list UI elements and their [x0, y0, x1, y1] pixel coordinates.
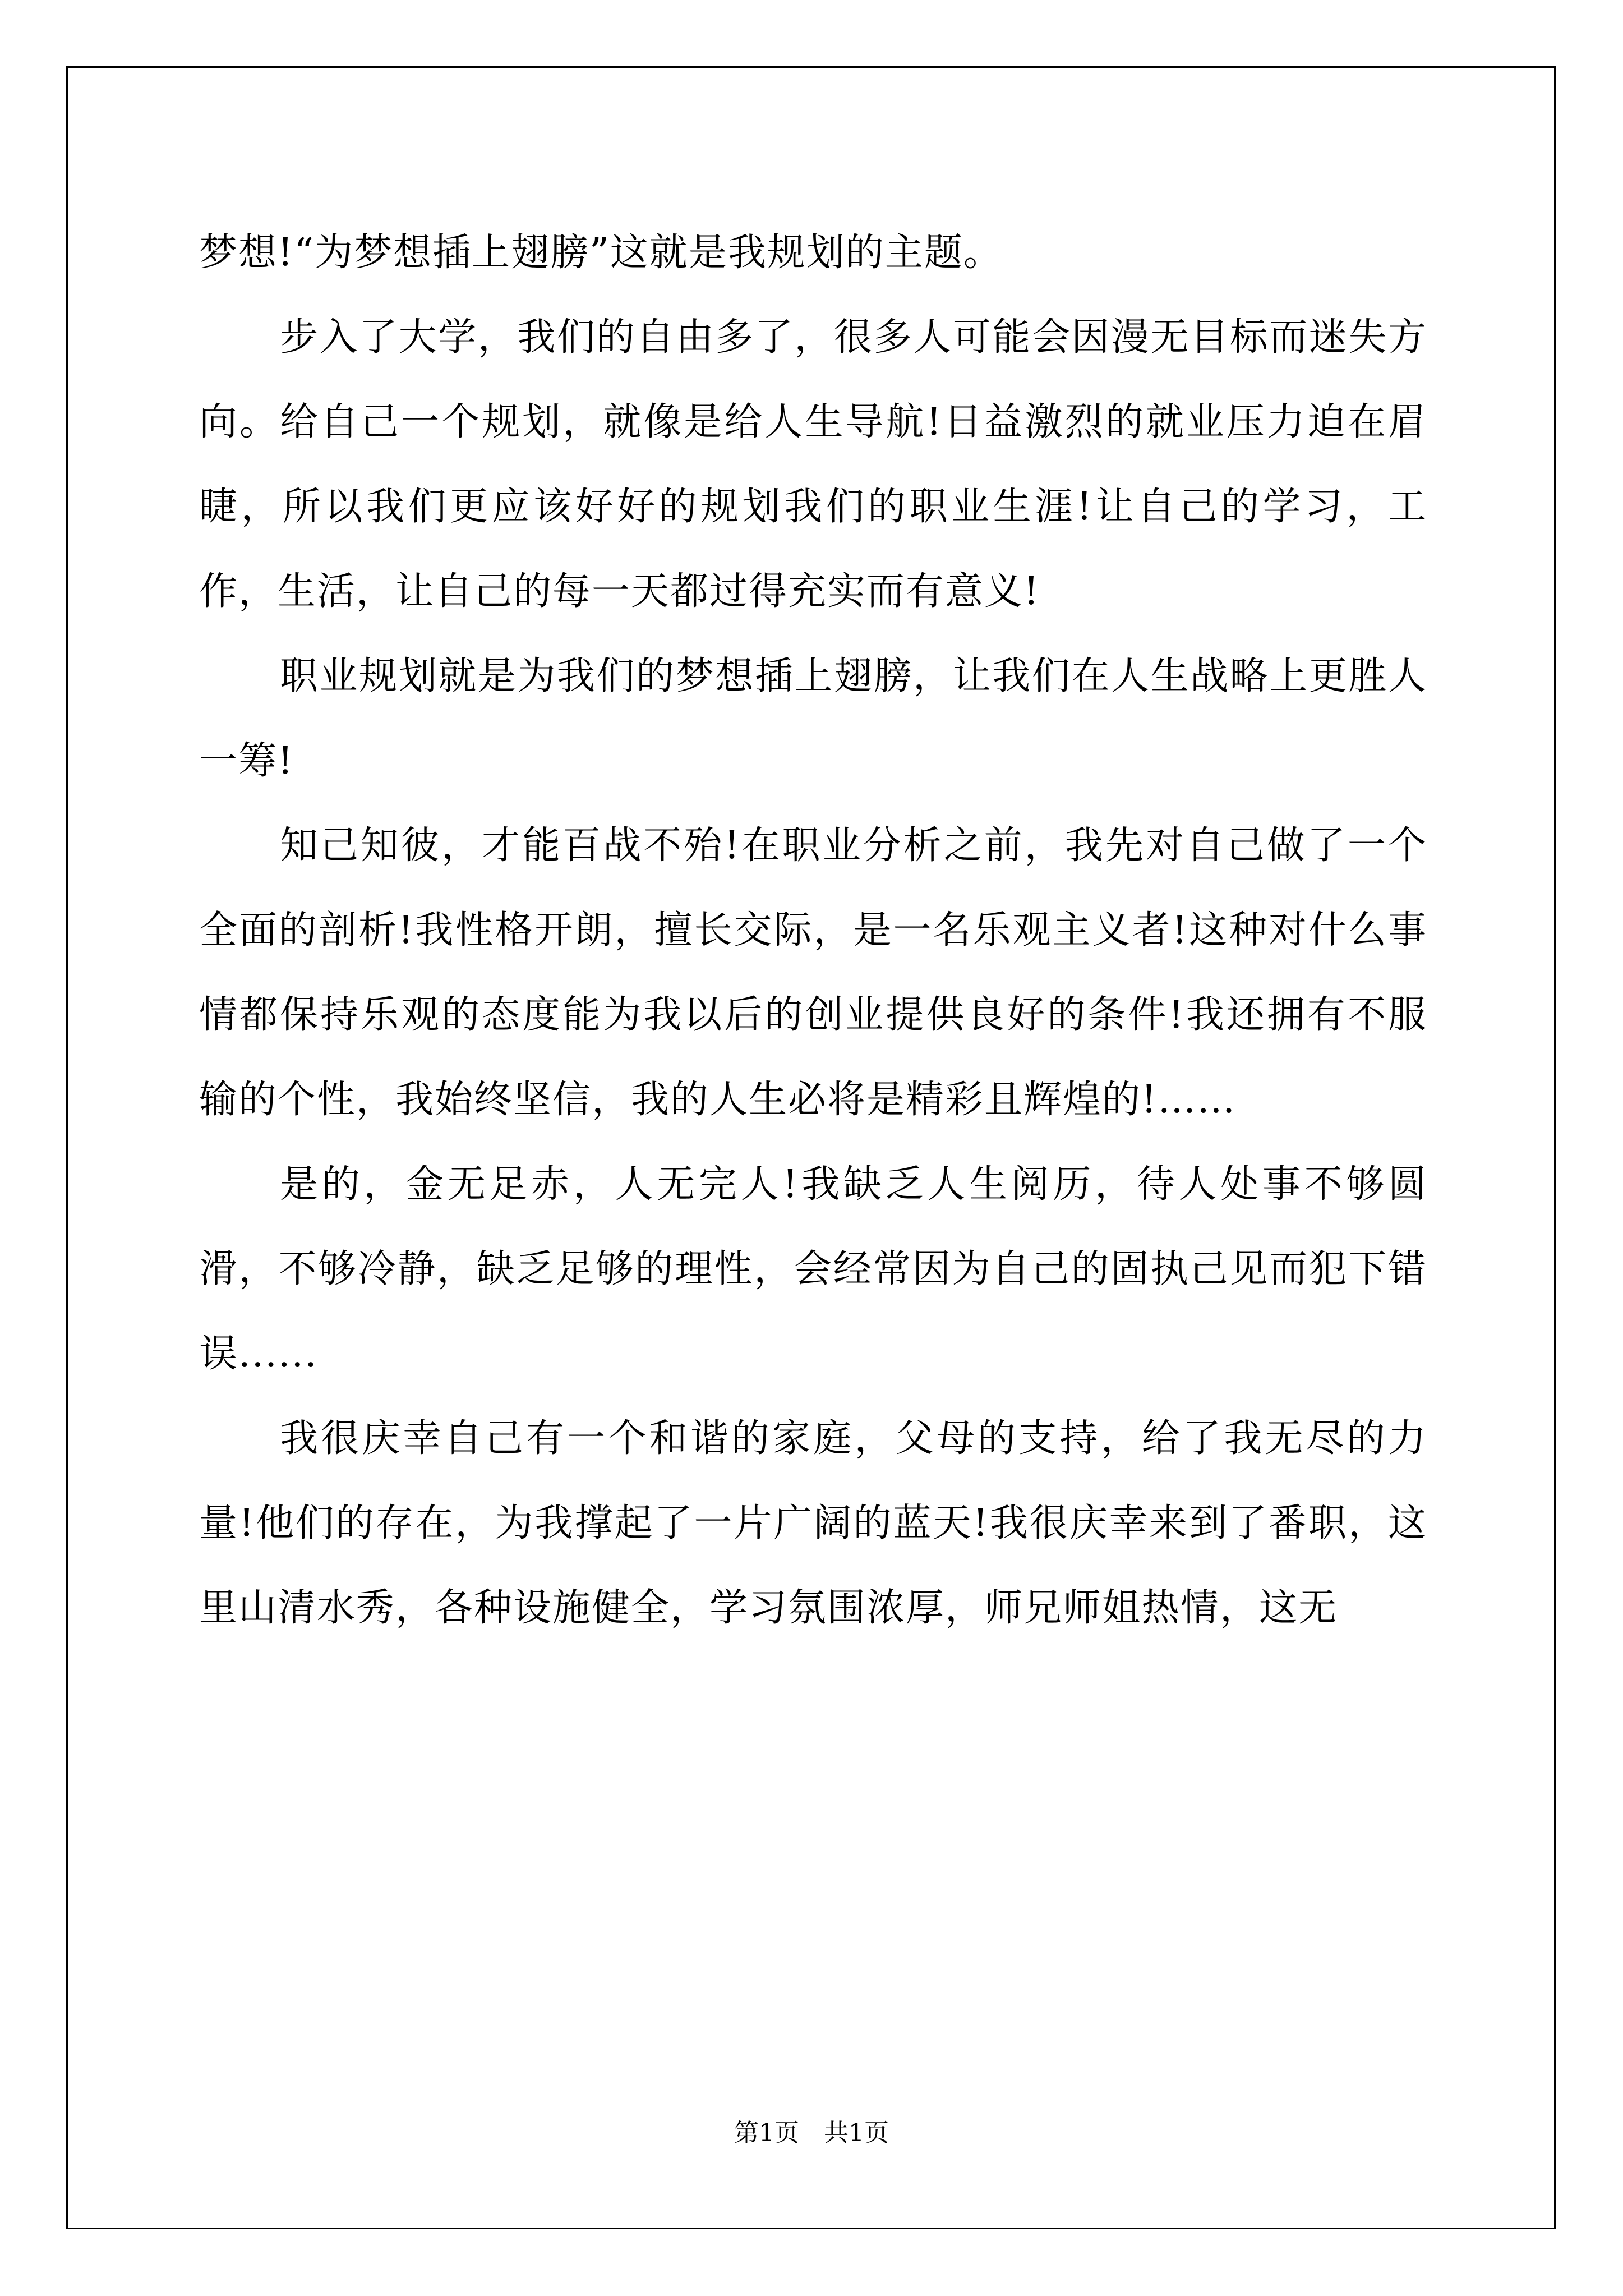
paragraph-4: 知己知彼，才能百战不殆!在职业分析之前，我先对自己做了一个全面的剖析!我性格开朗，擅长交际，是一名乐观主义者!这种对什么事情都保持乐观的态度能为我以后的创业提供良好的条件!我还拥有不服输的个性，我始终坚信，我的人生必将是精彩且辉煌的!…… — [199, 823, 1427, 1122]
paragraph-2: 步入了大学，我们的自由多了，很多人可能会因漫无目标而迷失方向。给自己一个规划，就像是给人生导航!日益激烈的就业压力迫在眉睫，所以我们更应该好好的规划我们的职业生涯!让自己的学习，工作，生活，让自己的每一天都过得充实而有意义! — [199, 315, 1427, 614]
paragraph-3: 职业规划就是为我们的梦想插上翅膀，让我们在人生战略上更胜人一筹! — [199, 654, 1427, 783]
paragraph-6: 我很庆幸自己有一个和谐的家庭，父母的支持，给了我无尽的力量!他们的存在，为我撑起了一片广阔的蓝天!我很庆幸来到了番职，这里山清水秀，各种设施健全，学习氛围浓厚，师兄师姐热情，这无 — [199, 1416, 1427, 1630]
paragraph-5: 是的，金无足赤，人无完人!我缺乏人生阅历，待人处事不够圆滑，不够冷静，缺乏足够的理性，会经常因为自己的固执己见而犯下错误...... — [199, 1162, 1428, 1376]
paragraph-1: 梦想!“为梦想插上翅膀”这就是我规划的主题。 — [199, 231, 1003, 275]
document-body — [199, 210, 1427, 1650]
page-number-footer: 第1页 共1页 — [734, 2119, 889, 2147]
